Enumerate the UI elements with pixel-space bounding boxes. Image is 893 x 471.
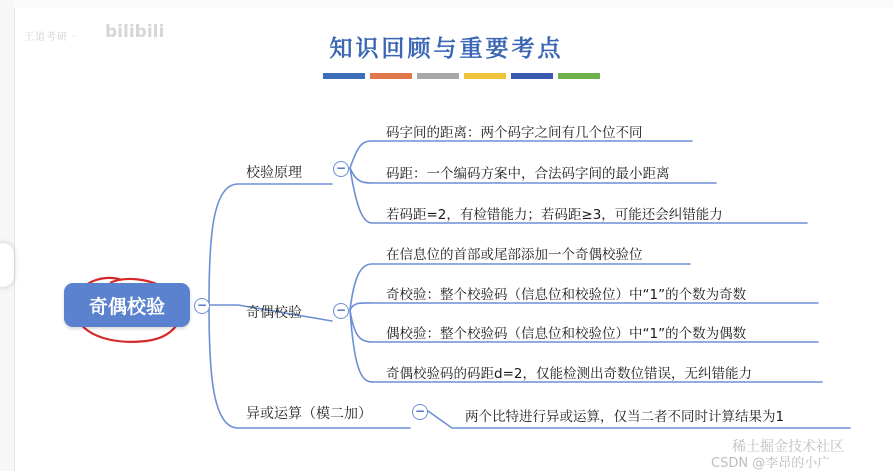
branch-verification-principle[interactable]: 校验原理: [246, 165, 302, 181]
site-watermark: 稀土掘金技术社区: [732, 439, 844, 455]
uploader-watermark: 王道考研 ·: [24, 32, 77, 43]
leaf-b3-1: 两个比特进行异或运算，仅当二者不同时计算结果为1: [465, 409, 785, 425]
slide-title: 知识回顾与重要考点: [329, 36, 564, 62]
collapse-branch1-button[interactable]: −: [333, 161, 349, 177]
leaf-b2-3: 偶校验：整个校验码（信息位和校验位）中“1”的个数为偶数: [386, 326, 747, 342]
root-label: 奇偶校验: [88, 295, 165, 318]
collapse-branch3-button[interactable]: −: [412, 404, 428, 420]
author-watermark: CSDN @李昂的小广: [711, 456, 831, 471]
link-b2-leaf2: [350, 303, 818, 310]
leaf-b2-2: 奇校验：整个校验码（信息位和校验位）中“1”的个数为奇数: [386, 287, 747, 303]
branch-parity-check[interactable]: 奇偶校验: [246, 305, 302, 321]
collapse-branch2-button[interactable]: −: [333, 303, 349, 319]
branch-xor-operation[interactable]: 异或运算（模二加）: [246, 406, 372, 422]
leaf-b2-4: 奇偶校验码的码距d=2，仅能检测出奇数位错误，无纠错能力: [386, 366, 752, 382]
collapse-root-button[interactable]: −: [194, 298, 210, 314]
leaf-b2-1: 在信息位的首部或尾部添加一个奇偶校验位: [386, 247, 643, 263]
leaf-b1-1: 码字间的距离：两个码字之间有几个位不同: [386, 125, 643, 141]
link-root-branch1: [209, 184, 332, 305]
leaf-b1-3: 若码距=2，有检错能力；若码距≥3，可能还会纠错能力: [386, 207, 723, 223]
leaf-b1-2: 码距：一个编码方案中，合法码字间的最小距离: [386, 166, 670, 182]
bilibili-watermark: bilibili: [105, 22, 165, 42]
root-node[interactable]: [64, 283, 190, 327]
